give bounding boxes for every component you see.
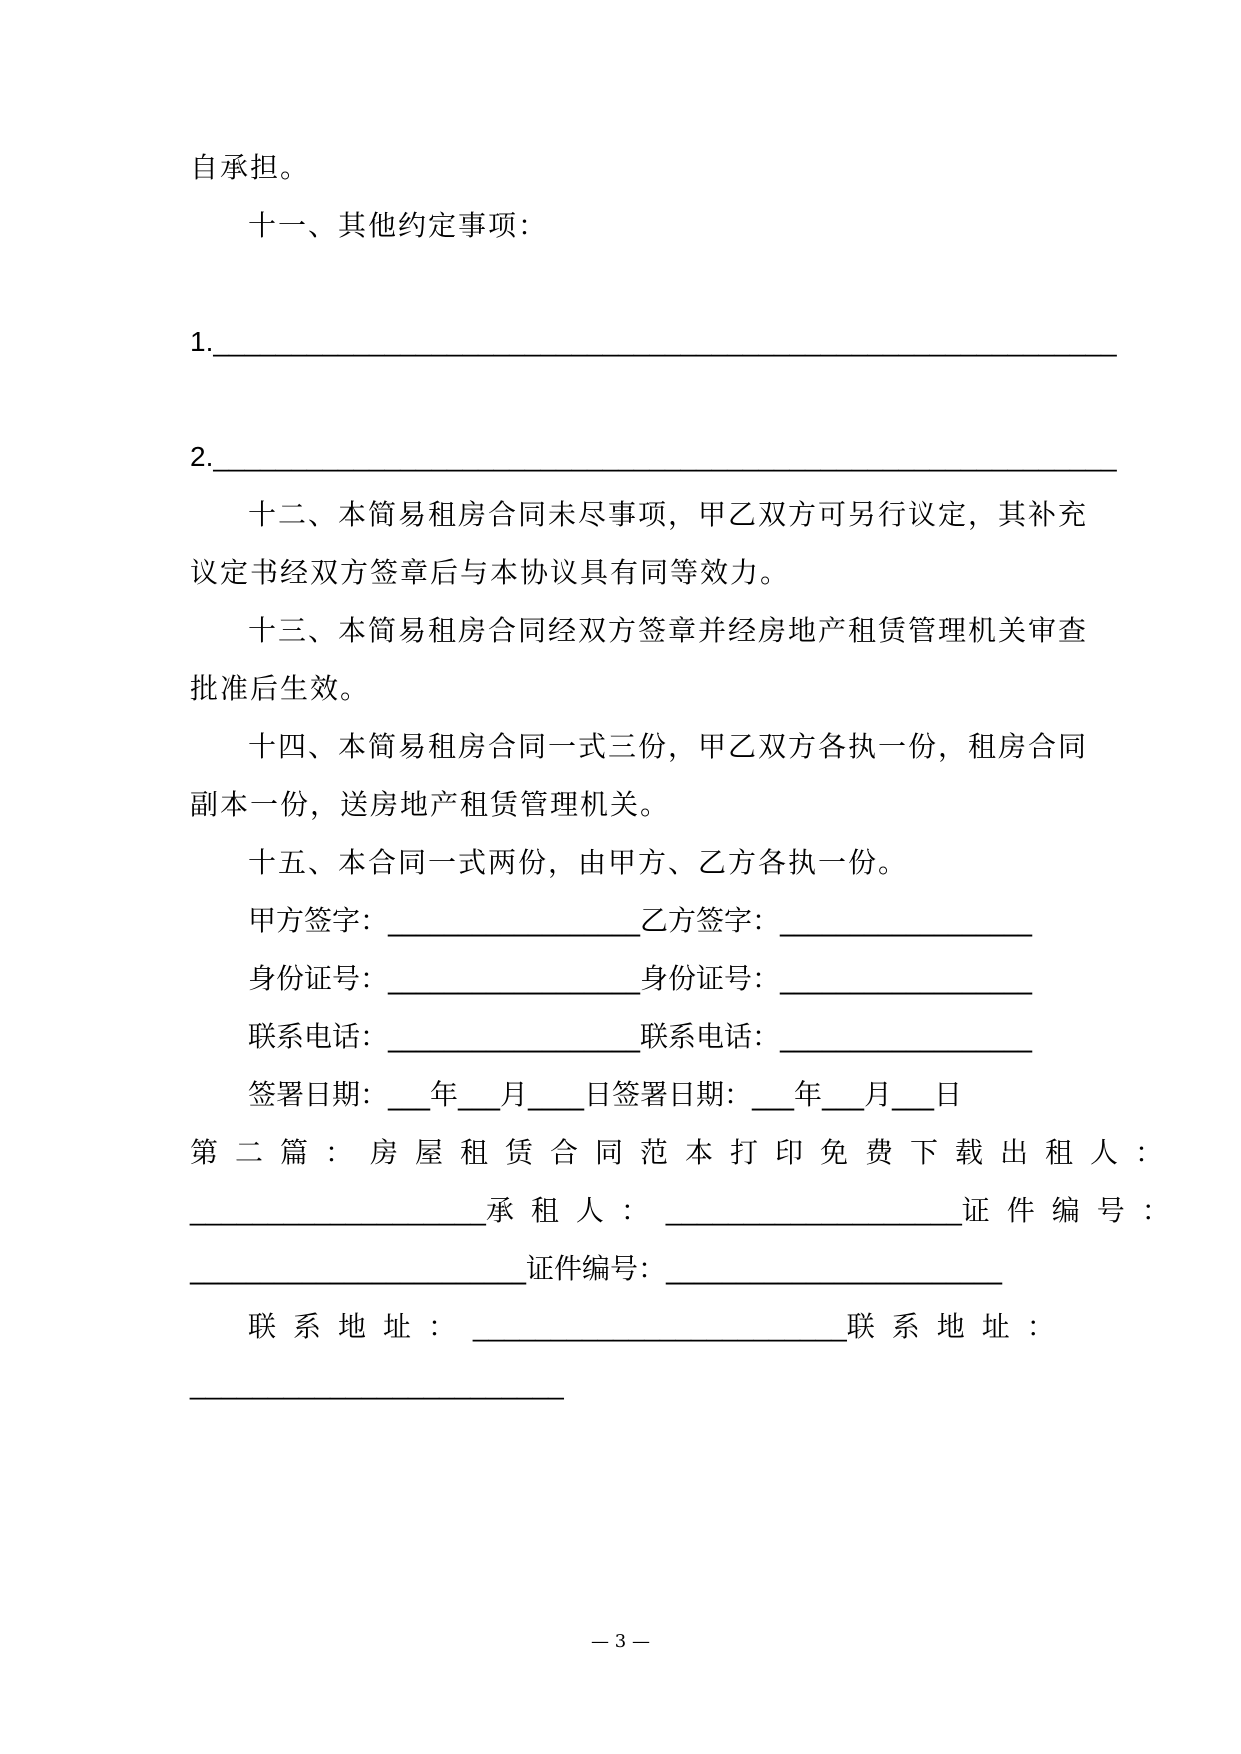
id-number-line: 身份证号：__________________身份证号：__________________	[248, 962, 1033, 995]
certificate-label: 证件编号：	[961, 1194, 1187, 1227]
paragraph-line: 批准后生效。	[190, 672, 371, 705]
lessor-blank: ___________________	[190, 1195, 486, 1226]
date-line: 签署日期：___年___月____日签署日期：___年___月___日	[248, 1078, 963, 1111]
tenant-blank: ___________________	[665, 1195, 962, 1226]
paragraph-line: 议定书经双方签章后与本协议具有同等效力。	[190, 556, 791, 589]
blank-line-1: 1.__________________________________________________________	[190, 326, 1117, 357]
lessor-label: 出租人：	[1000, 1136, 1181, 1169]
paragraph-line: 十三、本简易租房合同经双方签章并经房地产租赁管理机关审查	[248, 614, 1089, 647]
second-part-heading: 第二篇：房屋租赁合同范本打印免费下载	[190, 1136, 1001, 1169]
tenant-line	[190, 1191, 1187, 1231]
certificate-line: ________________________证件编号：________________________	[190, 1252, 1003, 1285]
text-line: 自承担。	[190, 151, 311, 184]
address-blank-last: ________________________	[190, 1369, 564, 1400]
signature-line: 甲方签字：__________________乙方签字：__________________	[248, 904, 1033, 937]
address-line	[248, 1307, 1072, 1347]
page-number: — 3 —	[591, 1631, 650, 1652]
paragraph-line: 十四、本简易租房合同一式三份，甲乙双方各执一份，租房合同	[248, 730, 1089, 763]
phone-line: 联系电话：__________________联系电话：__________________	[248, 1020, 1033, 1053]
address-label-right: 联系地址：	[846, 1310, 1072, 1343]
paragraph-line: 十五、本合同一式两份，由甲方、乙方各执一份。	[248, 846, 909, 879]
paragraph-line: 副本一份，送房地产租赁管理机关。	[190, 788, 671, 821]
paragraph-line: 十二、本简易租房合同未尽事项，甲乙双方可另行议定，其补充	[248, 498, 1089, 531]
second-part-title	[190, 1133, 1181, 1173]
blank-line-2: 2.__________________________________________________________	[190, 441, 1117, 472]
tenant-label: 承租人：	[485, 1194, 666, 1227]
section-heading: 十一、其他约定事项：	[248, 209, 549, 242]
address-label-left: 联系地址：	[248, 1310, 474, 1343]
address-blank: ________________________	[473, 1311, 847, 1342]
